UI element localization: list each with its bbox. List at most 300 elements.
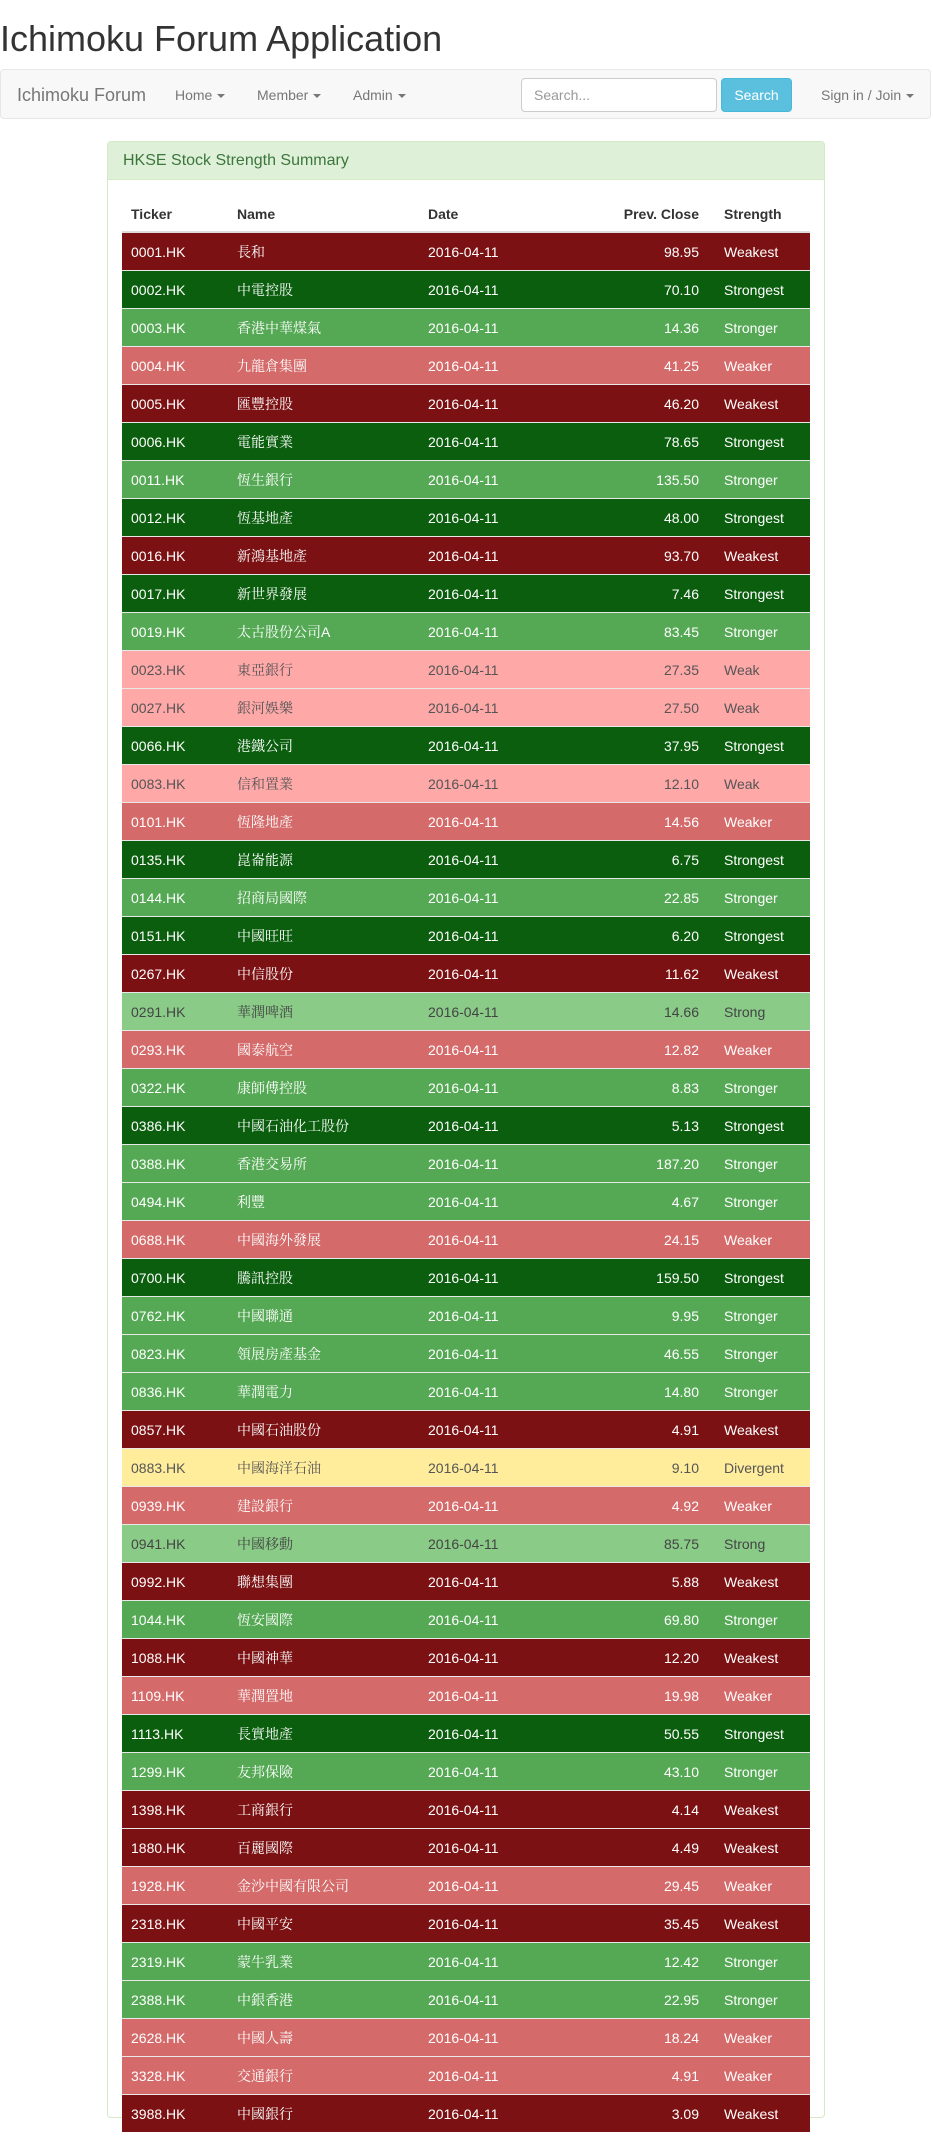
cell-ticker: 1044.HK [122, 1601, 228, 1639]
cell-strength: Strongest [715, 1107, 810, 1145]
cell-prev-close: 14.56 [555, 803, 715, 841]
cell-date: 2016-04-11 [419, 423, 555, 461]
cell-date: 2016-04-11 [419, 2057, 555, 2095]
cell-date: 2016-04-11 [419, 689, 555, 727]
table-row [122, 1791, 810, 1829]
cell-name: 康師傅控股 [228, 1069, 419, 1107]
cell-prev-close: 4.92 [555, 1487, 715, 1525]
cell-strength: Strongest [715, 499, 810, 537]
cell-prev-close: 6.20 [555, 917, 715, 955]
cell-prev-close: 135.50 [555, 461, 715, 499]
table-row [122, 2019, 810, 2057]
cell-strength: Strong [715, 993, 810, 1031]
cell-strength: Stronger [715, 1145, 810, 1183]
cell-name: 中國神華 [228, 1639, 419, 1677]
cell-ticker: 2318.HK [122, 1905, 228, 1943]
table-row [122, 765, 810, 803]
cell-ticker: 0101.HK [122, 803, 228, 841]
table-row [122, 2095, 810, 2133]
cell-prev-close: 93.70 [555, 537, 715, 575]
sign-in-join-label: Sign in / Join [821, 87, 902, 103]
cell-prev-close: 14.66 [555, 993, 715, 1031]
cell-date: 2016-04-11 [419, 879, 555, 917]
cell-name: 華潤置地 [228, 1677, 419, 1715]
cell-date: 2016-04-11 [419, 1183, 555, 1221]
table-row [122, 1221, 810, 1259]
cell-ticker: 3328.HK [122, 2057, 228, 2095]
table-row [122, 1069, 810, 1107]
cell-ticker: 1928.HK [122, 1867, 228, 1905]
cell-prev-close: 35.45 [555, 1905, 715, 1943]
cell-date: 2016-04-11 [419, 1297, 555, 1335]
stock-strength-table [122, 197, 810, 2132]
cell-prev-close: 4.91 [555, 2057, 715, 2095]
cell-prev-close: 24.15 [555, 1221, 715, 1259]
cell-date: 2016-04-11 [419, 1145, 555, 1183]
cell-prev-close: 22.95 [555, 1981, 715, 2019]
table-row [122, 1753, 810, 1791]
cell-date: 2016-04-11 [419, 309, 555, 347]
cell-name: 匯豐控股 [228, 385, 419, 423]
table-row [122, 879, 810, 917]
cell-name: 恆隆地產 [228, 803, 419, 841]
navbar [0, 69, 931, 119]
cell-ticker: 0293.HK [122, 1031, 228, 1069]
cell-date: 2016-04-11 [419, 1335, 555, 1373]
cell-ticker: 0023.HK [122, 651, 228, 689]
cell-date: 2016-04-11 [419, 1449, 555, 1487]
cell-prev-close: 83.45 [555, 613, 715, 651]
cell-ticker: 0857.HK [122, 1411, 228, 1449]
cell-strength: Weakest [715, 1791, 810, 1829]
cell-name: 金沙中國有限公司 [228, 1867, 419, 1905]
cell-prev-close: 14.80 [555, 1373, 715, 1411]
cell-strength: Stronger [715, 1943, 810, 1981]
cell-prev-close: 37.95 [555, 727, 715, 765]
cell-name: 恆安國際 [228, 1601, 419, 1639]
cell-name: 中國海洋石油 [228, 1449, 419, 1487]
chevron-down-icon [217, 94, 225, 98]
table-header-row [122, 197, 810, 232]
table-row [122, 537, 810, 575]
cell-strength: Stronger [715, 1335, 810, 1373]
cell-date: 2016-04-11 [419, 613, 555, 651]
cell-date: 2016-04-11 [419, 1259, 555, 1297]
cell-date: 2016-04-11 [419, 1829, 555, 1867]
cell-prev-close: 7.46 [555, 575, 715, 613]
cell-date: 2016-04-11 [419, 1867, 555, 1905]
cell-ticker: 0017.HK [122, 575, 228, 613]
table-row [122, 1943, 810, 1981]
cell-prev-close: 50.55 [555, 1715, 715, 1753]
search-button[interactable]: Search [721, 78, 792, 112]
cell-prev-close: 19.98 [555, 1677, 715, 1715]
cell-strength: Weaker [715, 2057, 810, 2095]
table-row [122, 803, 810, 841]
table-row [122, 1411, 810, 1449]
cell-strength: Weak [715, 765, 810, 803]
cell-ticker: 0762.HK [122, 1297, 228, 1335]
cell-prev-close: 4.91 [555, 1411, 715, 1449]
table-row [122, 461, 810, 499]
cell-date: 2016-04-11 [419, 575, 555, 613]
cell-prev-close: 70.10 [555, 271, 715, 309]
table-row [122, 1373, 810, 1411]
cell-strength: Weakest [715, 2095, 810, 2133]
cell-ticker: 0291.HK [122, 993, 228, 1031]
table-row [122, 689, 810, 727]
chevron-down-icon [906, 94, 914, 98]
cell-prev-close: 4.49 [555, 1829, 715, 1867]
cell-ticker: 0700.HK [122, 1259, 228, 1297]
cell-ticker: 1880.HK [122, 1829, 228, 1867]
cell-name: 華潤啤酒 [228, 993, 419, 1031]
cell-ticker: 0004.HK [122, 347, 228, 385]
cell-name: 中國銀行 [228, 2095, 419, 2133]
cell-name: 信和置業 [228, 765, 419, 803]
cell-date: 2016-04-11 [419, 385, 555, 423]
cell-strength: Weakest [715, 1905, 810, 1943]
cell-ticker: 0836.HK [122, 1373, 228, 1411]
cell-ticker: 0066.HK [122, 727, 228, 765]
cell-name: 利豐 [228, 1183, 419, 1221]
cell-strength: Strongest [715, 271, 810, 309]
table-row [122, 1905, 810, 1943]
cell-name: 中國旺旺 [228, 917, 419, 955]
table-row [122, 271, 810, 309]
app-title: Ichimoku Forum Application [0, 18, 443, 59]
cell-ticker: 2388.HK [122, 1981, 228, 2019]
table-row [122, 347, 810, 385]
cell-date: 2016-04-11 [419, 993, 555, 1031]
table-row [122, 575, 810, 613]
cell-strength: Stronger [715, 1183, 810, 1221]
cell-strength: Stronger [715, 461, 810, 499]
cell-name: 中國移動 [228, 1525, 419, 1563]
cell-ticker: 1109.HK [122, 1677, 228, 1715]
cell-date: 2016-04-11 [419, 271, 555, 309]
cell-strength: Stronger [715, 613, 810, 651]
cell-ticker: 0688.HK [122, 1221, 228, 1259]
cell-name: 恆基地產 [228, 499, 419, 537]
nav-admin-label: Admin [353, 87, 393, 103]
cell-date: 2016-04-11 [419, 2095, 555, 2133]
nav-member-dropdown[interactable] [257, 70, 321, 120]
cell-ticker: 1088.HK [122, 1639, 228, 1677]
cell-prev-close: 12.42 [555, 1943, 715, 1981]
column-header-ticker: Ticker [122, 197, 228, 232]
cell-strength: Strongest [715, 917, 810, 955]
cell-date: 2016-04-11 [419, 2019, 555, 2057]
table-row [122, 1487, 810, 1525]
cell-date: 2016-04-11 [419, 461, 555, 499]
table-row [122, 613, 810, 651]
cell-name: 電能實業 [228, 423, 419, 461]
cell-date: 2016-04-11 [419, 1411, 555, 1449]
panel-title: HKSE Stock Strength Summary [108, 142, 824, 180]
cell-name: 蒙牛乳業 [228, 1943, 419, 1981]
cell-name: 中電控股 [228, 271, 419, 309]
cell-prev-close: 12.82 [555, 1031, 715, 1069]
cell-date: 2016-04-11 [419, 1601, 555, 1639]
cell-date: 2016-04-11 [419, 955, 555, 993]
cell-strength: Weaker [715, 2019, 810, 2057]
cell-ticker: 0003.HK [122, 309, 228, 347]
search-input[interactable] [521, 78, 717, 112]
table-row [122, 1031, 810, 1069]
cell-date: 2016-04-11 [419, 1677, 555, 1715]
cell-date: 2016-04-11 [419, 1221, 555, 1259]
table-row [122, 1867, 810, 1905]
cell-name: 建設銀行 [228, 1487, 419, 1525]
cell-name: 中國海外發展 [228, 1221, 419, 1259]
table-row [122, 1829, 810, 1867]
cell-strength: Weaker [715, 803, 810, 841]
cell-date: 2016-04-11 [419, 1715, 555, 1753]
cell-strength: Weaker [715, 1867, 810, 1905]
cell-date: 2016-04-11 [419, 499, 555, 537]
cell-ticker: 0002.HK [122, 271, 228, 309]
cell-name: 港鐵公司 [228, 727, 419, 765]
cell-ticker: 0006.HK [122, 423, 228, 461]
cell-prev-close: 27.35 [555, 651, 715, 689]
cell-name: 友邦保險 [228, 1753, 419, 1791]
cell-strength: Weakest [715, 1411, 810, 1449]
cell-date: 2016-04-11 [419, 1753, 555, 1791]
cell-prev-close: 9.95 [555, 1297, 715, 1335]
cell-name: 銀河娛樂 [228, 689, 419, 727]
cell-name: 香港交易所 [228, 1145, 419, 1183]
cell-ticker: 0135.HK [122, 841, 228, 879]
table-row [122, 651, 810, 689]
cell-name: 中國聯通 [228, 1297, 419, 1335]
cell-strength: Weakest [715, 955, 810, 993]
cell-strength: Strong [715, 1525, 810, 1563]
cell-prev-close: 18.24 [555, 2019, 715, 2057]
cell-ticker: 2628.HK [122, 2019, 228, 2057]
cell-prev-close: 22.85 [555, 879, 715, 917]
cell-strength: Weakest [715, 1563, 810, 1601]
cell-date: 2016-04-11 [419, 917, 555, 955]
cell-prev-close: 5.88 [555, 1563, 715, 1601]
cell-strength: Stronger [715, 879, 810, 917]
cell-ticker: 0012.HK [122, 499, 228, 537]
cell-date: 2016-04-11 [419, 347, 555, 385]
cell-strength: Stronger [715, 1753, 810, 1791]
cell-strength: Strongest [715, 1259, 810, 1297]
column-header-strength: Strength [715, 197, 810, 232]
cell-name: 中國人壽 [228, 2019, 419, 2057]
cell-date: 2016-04-11 [419, 1905, 555, 1943]
column-header-date: Date [419, 197, 555, 232]
cell-prev-close: 46.20 [555, 385, 715, 423]
cell-strength: Stronger [715, 1373, 810, 1411]
cell-name: 長和 [228, 232, 419, 271]
table-row [122, 423, 810, 461]
cell-strength: Weaker [715, 1487, 810, 1525]
cell-prev-close: 85.75 [555, 1525, 715, 1563]
table-row [122, 1183, 810, 1221]
cell-name: 中信股份 [228, 955, 419, 993]
cell-strength: Strongest [715, 727, 810, 765]
cell-ticker: 1299.HK [122, 1753, 228, 1791]
cell-name: 東亞銀行 [228, 651, 419, 689]
cell-name: 九龍倉集團 [228, 347, 419, 385]
cell-name: 百麗國際 [228, 1829, 419, 1867]
table-row [122, 499, 810, 537]
cell-prev-close: 4.67 [555, 1183, 715, 1221]
table-row [122, 385, 810, 423]
cell-strength: Divergent [715, 1449, 810, 1487]
table-row [122, 1981, 810, 2019]
cell-prev-close: 187.20 [555, 1145, 715, 1183]
cell-date: 2016-04-11 [419, 232, 555, 271]
cell-strength: Strongest [715, 575, 810, 613]
cell-prev-close: 9.10 [555, 1449, 715, 1487]
cell-date: 2016-04-11 [419, 727, 555, 765]
cell-ticker: 0267.HK [122, 955, 228, 993]
cell-strength: Weak [715, 651, 810, 689]
cell-ticker: 0883.HK [122, 1449, 228, 1487]
table-row [122, 955, 810, 993]
cell-strength: Strongest [715, 841, 810, 879]
cell-date: 2016-04-11 [419, 803, 555, 841]
cell-strength: Weakest [715, 1829, 810, 1867]
table-row [122, 1601, 810, 1639]
table-row [122, 1335, 810, 1373]
cell-name: 香港中華煤氣 [228, 309, 419, 347]
cell-strength: Stronger [715, 1601, 810, 1639]
cell-prev-close: 98.95 [555, 232, 715, 271]
cell-name: 華潤電力 [228, 1373, 419, 1411]
cell-date: 2016-04-11 [419, 1525, 555, 1563]
cell-name: 中國石油化工股份 [228, 1107, 419, 1145]
cell-strength: Weakest [715, 1639, 810, 1677]
cell-ticker: 3988.HK [122, 2095, 228, 2133]
cell-strength: Strongest [715, 1715, 810, 1753]
cell-date: 2016-04-11 [419, 1069, 555, 1107]
cell-strength: Weaker [715, 347, 810, 385]
navbar-brand[interactable]: Ichimoku Forum [17, 85, 147, 105]
table-row [122, 1107, 810, 1145]
nav-admin-dropdown[interactable] [353, 70, 406, 120]
cell-ticker: 0386.HK [122, 1107, 228, 1145]
nav-home-label: Home [175, 87, 213, 103]
cell-strength: Weaker [715, 1677, 810, 1715]
cell-name: 聯想集團 [228, 1563, 419, 1601]
cell-name: 國泰航空 [228, 1031, 419, 1069]
cell-name: 恆生銀行 [228, 461, 419, 499]
table-row [122, 1639, 810, 1677]
cell-prev-close: 27.50 [555, 689, 715, 727]
cell-prev-close: 46.55 [555, 1335, 715, 1373]
cell-ticker: 0001.HK [122, 232, 228, 271]
cell-prev-close: 41.25 [555, 347, 715, 385]
column-header-name: Name [228, 197, 419, 232]
cell-ticker: 0016.HK [122, 537, 228, 575]
cell-name: 中國平安 [228, 1905, 419, 1943]
cell-ticker: 0939.HK [122, 1487, 228, 1525]
table-row [122, 1145, 810, 1183]
cell-strength: Strongest [715, 423, 810, 461]
table-row [122, 841, 810, 879]
cell-date: 2016-04-11 [419, 1107, 555, 1145]
cell-name: 招商局國際 [228, 879, 419, 917]
table-row [122, 2057, 810, 2095]
cell-prev-close: 12.10 [555, 765, 715, 803]
cell-date: 2016-04-11 [419, 537, 555, 575]
cell-date: 2016-04-11 [419, 1981, 555, 2019]
cell-strength: Weaker [715, 1221, 810, 1259]
cell-prev-close: 43.10 [555, 1753, 715, 1791]
cell-name: 中國石油股份 [228, 1411, 419, 1449]
cell-prev-close: 69.80 [555, 1601, 715, 1639]
cell-prev-close: 14.36 [555, 309, 715, 347]
cell-strength: Stronger [715, 1981, 810, 2019]
table-row [122, 1715, 810, 1753]
cell-strength: Weakest [715, 385, 810, 423]
column-header-prev-close: Prev. Close [555, 197, 715, 232]
cell-name: 工商銀行 [228, 1791, 419, 1829]
table-row [122, 1449, 810, 1487]
table-row [122, 917, 810, 955]
cell-strength: Stronger [715, 1297, 810, 1335]
cell-ticker: 0011.HK [122, 461, 228, 499]
chevron-down-icon [313, 94, 321, 98]
chevron-down-icon [398, 94, 406, 98]
cell-prev-close: 3.09 [555, 2095, 715, 2133]
cell-name: 領展房產基金 [228, 1335, 419, 1373]
sign-in-join-dropdown[interactable] [821, 70, 914, 120]
cell-strength: Weak [715, 689, 810, 727]
cell-strength: Weakest [715, 537, 810, 575]
cell-ticker: 0151.HK [122, 917, 228, 955]
cell-date: 2016-04-11 [419, 1563, 555, 1601]
stock-summary-panel [107, 141, 825, 2122]
cell-prev-close: 8.83 [555, 1069, 715, 1107]
cell-name: 新鴻基地產 [228, 537, 419, 575]
table-row [122, 1259, 810, 1297]
cell-prev-close: 29.45 [555, 1867, 715, 1905]
table-row [122, 1525, 810, 1563]
cell-date: 2016-04-11 [419, 765, 555, 803]
table-row [122, 1297, 810, 1335]
cell-name: 太古股份公司A [228, 613, 419, 651]
table-row [122, 1563, 810, 1601]
cell-ticker: 0083.HK [122, 765, 228, 803]
cell-ticker: 0388.HK [122, 1145, 228, 1183]
cell-prev-close: 78.65 [555, 423, 715, 461]
cell-strength: Stronger [715, 309, 810, 347]
cell-ticker: 0823.HK [122, 1335, 228, 1373]
table-row [122, 993, 810, 1031]
cell-date: 2016-04-11 [419, 1031, 555, 1069]
nav-home-dropdown[interactable] [175, 70, 225, 120]
cell-date: 2016-04-11 [419, 841, 555, 879]
cell-ticker: 2319.HK [122, 1943, 228, 1981]
cell-prev-close: 159.50 [555, 1259, 715, 1297]
cell-ticker: 0019.HK [122, 613, 228, 651]
cell-ticker: 1398.HK [122, 1791, 228, 1829]
cell-ticker: 0941.HK [122, 1525, 228, 1563]
cell-prev-close: 12.20 [555, 1639, 715, 1677]
cell-prev-close: 6.75 [555, 841, 715, 879]
cell-prev-close: 11.62 [555, 955, 715, 993]
cell-name: 長實地產 [228, 1715, 419, 1753]
cell-strength: Weakest [715, 232, 810, 271]
cell-prev-close: 5.13 [555, 1107, 715, 1145]
cell-strength: Weaker [715, 1031, 810, 1069]
